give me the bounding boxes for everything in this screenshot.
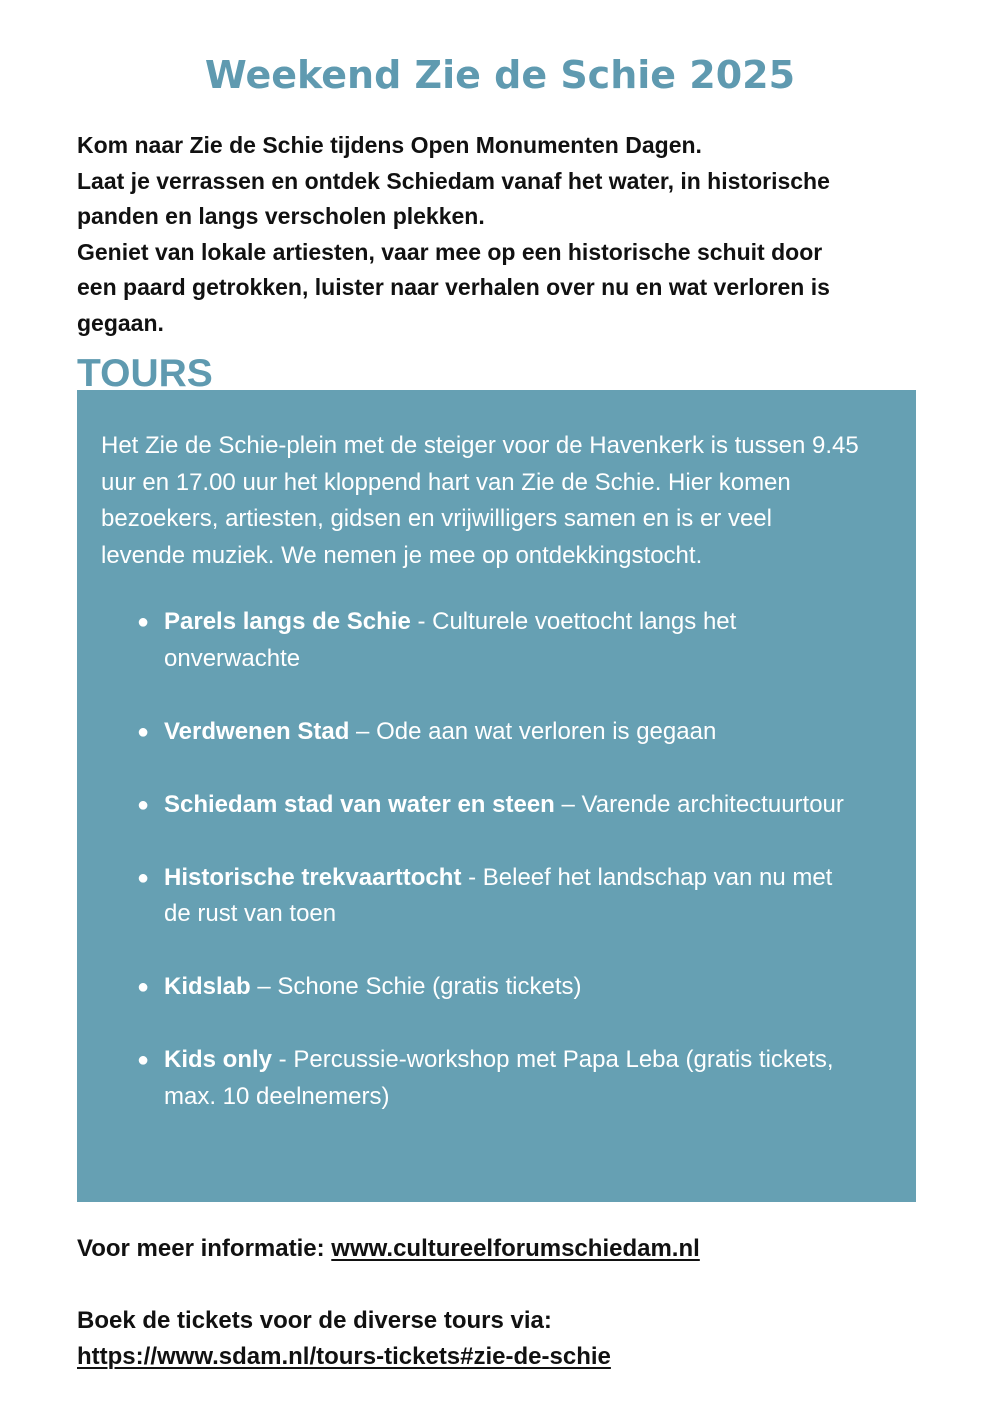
tour-item [101, 969, 854, 1006]
spacer [77, 1267, 937, 1303]
intro-text [77, 128, 837, 341]
tour-separator: - [272, 1046, 294, 1073]
tours-heading: TOURS [77, 352, 213, 395]
tour-separator: – [250, 973, 278, 1000]
intro-line: Laat je verrassen en ontdek Schiedam vanaf het water, in historische panden en langs verscholen plekken. [77, 167, 830, 229]
tour-name: Historische trekvaarttocht [164, 863, 462, 891]
info-link[interactable]: www.cultureelforumschiedam.nl [331, 1235, 700, 1262]
tour-description: Schone Schie (gratis tickets) [277, 973, 582, 1000]
bullet-icon: ● [137, 611, 150, 633]
info-line [77, 1231, 937, 1267]
intro-line: Kom naar Zie de Schie tijdens Open Monumenten Dagen. [77, 132, 702, 158]
footer [77, 1231, 937, 1375]
tour-separator: – [554, 790, 582, 818]
tour-separator: - [410, 608, 433, 635]
tickets-link[interactable]: https://www.sdam.nl/tours-tickets#zie-de-schie [77, 1343, 611, 1370]
tours-panel [77, 390, 916, 1202]
bullet-icon: ● [137, 793, 150, 816]
bullet-icon: ● [137, 720, 150, 743]
tour-item [101, 604, 854, 677]
tour-description: Culturele voettocht langs het onverwachte [164, 608, 737, 672]
tickets-label: Boek de tickets voor de diverse tours via: [77, 1307, 552, 1334]
tour-description: Ode aan wat verloren is gegaan [376, 717, 717, 745]
bullet-icon: ● [137, 866, 150, 889]
tours-lead-text: Het Zie de Schie-plein met de steiger voor de Havenkerk is tussen 9.45 uur en 17.00 uur het kloppend hart van Zie de Schie. Hier komen bezoekers, artiesten, gidsen en vrijwilligers samen en is er veel levende muziek. We nemen je mee op ontdekkingstocht. [101, 432, 859, 569]
tour-name: Schiedam stad van water en steen [164, 790, 555, 818]
tour-name: Parels langs de Schie [164, 608, 411, 635]
tour-item [101, 787, 854, 824]
tour-separator: - [461, 863, 483, 891]
tour-description: Percussie-workshop met Papa Leba (gratis tickets, max. 10 deelnemers) [164, 1046, 834, 1110]
bullet-icon: ● [137, 1049, 150, 1071]
bullet-icon: ● [137, 976, 150, 998]
tour-description: Varende architectuurtour [581, 790, 844, 818]
tour-name: Verdwenen Stad [164, 717, 350, 745]
tour-item [101, 860, 854, 933]
tickets-line [77, 1339, 937, 1375]
tour-name: Kidslab [164, 973, 251, 1000]
tour-name: Kids only [164, 1046, 273, 1073]
tour-item [101, 1042, 854, 1115]
info-label: Voor meer informatie: [77, 1235, 332, 1262]
intro-line: Geniet van lokale artiesten, vaar mee op een historische schuit door een paard getrokken, luister naar verhalen over nu en wat verloren is gegaan. [77, 238, 830, 336]
page-title: Weekend Zie de Schie 2025 [204, 53, 796, 97]
tour-list [101, 604, 892, 1115]
tour-separator: – [349, 717, 377, 745]
tour-item [101, 714, 854, 751]
tour-description: Beleef het landschap van nu met de rust van toen [164, 863, 833, 927]
